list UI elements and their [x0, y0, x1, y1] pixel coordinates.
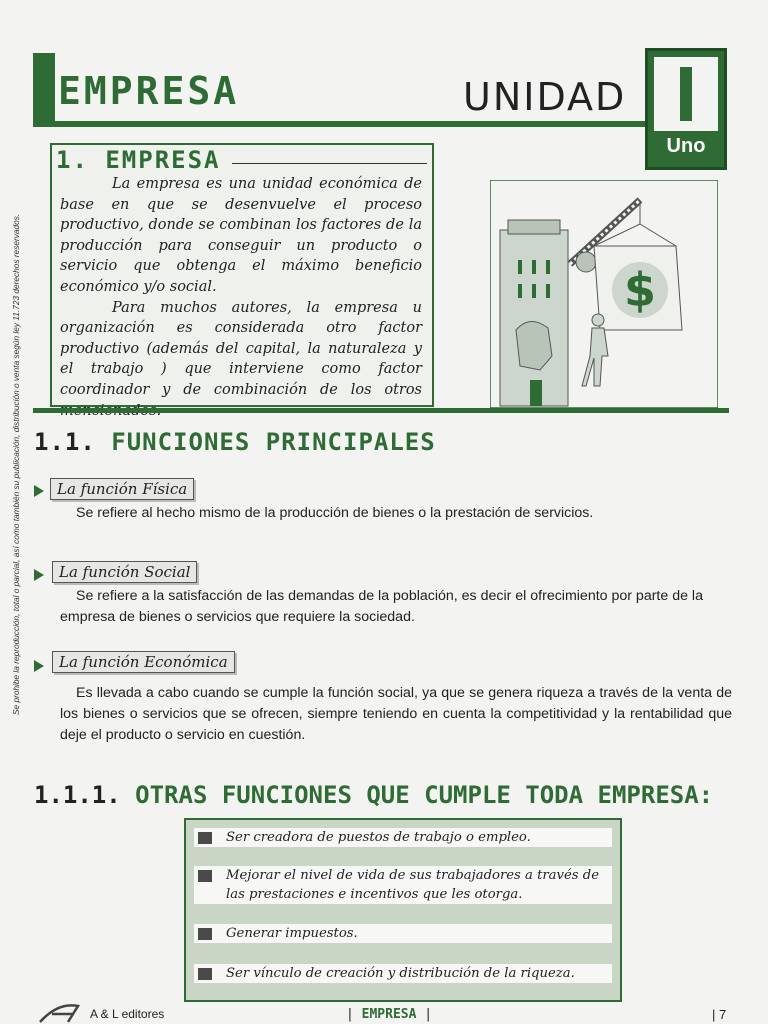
- section-number: 1.1.: [34, 428, 96, 456]
- function-label-economica: La función Económica: [52, 651, 235, 673]
- svg-text:$: $: [623, 263, 657, 317]
- list-item: Ser creadora de puestos de trabajo o empleo.: [194, 828, 612, 847]
- footer-separator: |: [346, 1007, 354, 1022]
- bullet-square-icon: [198, 832, 212, 844]
- function-text-fisica: Se refiere al hecho mismo de la producción de bienes o la prestación de servicios.: [76, 505, 594, 521]
- footer-separator: |: [424, 1007, 433, 1022]
- section-title: OTRAS FUNCIONES QUE CUMPLE TODA EMPRESA:: [135, 781, 714, 809]
- publisher-name: A & L editores: [90, 1007, 165, 1021]
- section-heading-1-1: [34, 428, 436, 456]
- function-label-fisica: La función Física: [50, 478, 194, 500]
- header-underline: [33, 121, 645, 127]
- function-label-social: La función Social: [52, 561, 197, 583]
- other-functions-box: [184, 818, 622, 1002]
- copyright-side-note: Se prohibe la reproducción, total o parcial, así como también su publicación, distribución o venta según ley 11.723 derechos reservados.: [11, 213, 21, 715]
- function-text-social: Se refiere a la satisfacción de las demandas de la población, es decir el ofrecimiento por parte de la empresa de bienes o servicios que requiere la sociedad.: [60, 588, 703, 625]
- footer-section-title: EMPRESA: [361, 1007, 417, 1022]
- intro-paragraph-2: Para muchos autores, la empresa u organización es considerada otro factor productivo (además del capital, la naturaleza y el trabajo ) que interviene como factor coordinador y de combinación de los otros: [60, 299, 422, 398]
- bullet-square-icon: [198, 968, 212, 980]
- section-heading-1-1-1: [34, 781, 713, 809]
- intro-heading-rule: [232, 163, 427, 164]
- list-item: Generar impuestos.: [194, 924, 612, 943]
- arrow-right-icon: [34, 569, 44, 581]
- intro-paragraph-1: La empresa es una unidad económica de base en que se desenvuelve el proceso productivo, donde se combinan los factores de la producción para conseguir un producto o servicio que obtenga el máximo beneficio económico y/o social.: [60, 176, 422, 295]
- unit-numeral-box: [654, 57, 718, 131]
- building-icon: [500, 220, 568, 406]
- intro-heading: 1. EMPRESA: [56, 146, 221, 174]
- function-text-economica: Es llevada a cabo cuando se cumple la función social, ya que se genera riqueza a través de la venta de los bienes o servicios que se ofrecen, siempre teniendo en cuenta la competitividad y la rentabilidad que deje el producto o servicio en cuestión.: [60, 685, 732, 743]
- business-illustration: [490, 180, 718, 408]
- arrow-right-icon: [34, 485, 44, 497]
- bullet-square-icon: [198, 928, 212, 940]
- section-divider: [33, 408, 729, 413]
- face-profile-icon: [516, 321, 552, 370]
- page-number: | 7: [712, 1007, 727, 1022]
- list-item: Mejorar el nivel de vida de sus trabajadores a través de las prestaciones e incentivos que les otorga.: [194, 866, 612, 904]
- bullet-square-icon: [198, 870, 212, 882]
- unit-badge: [645, 48, 727, 170]
- unit-word: UNIDAD: [463, 75, 627, 119]
- page-number-value: 7: [719, 1007, 727, 1022]
- header-accent-bar: [33, 53, 55, 125]
- section-title: FUNCIONES PRINCIPALES: [111, 428, 436, 456]
- arrow-right-icon: [34, 660, 44, 672]
- roman-numeral-one-icon: [680, 67, 692, 121]
- unit-label: Uno: [666, 135, 706, 157]
- footer-section: [346, 1007, 432, 1022]
- intro-text: [60, 174, 422, 421]
- page-title: EMPRESA: [58, 69, 240, 113]
- publisher-logo-icon: [38, 1000, 86, 1024]
- section-number: 1.1.1.: [34, 781, 121, 809]
- list-item: Ser vínculo de creación y distribución de la riqueza.: [194, 964, 612, 983]
